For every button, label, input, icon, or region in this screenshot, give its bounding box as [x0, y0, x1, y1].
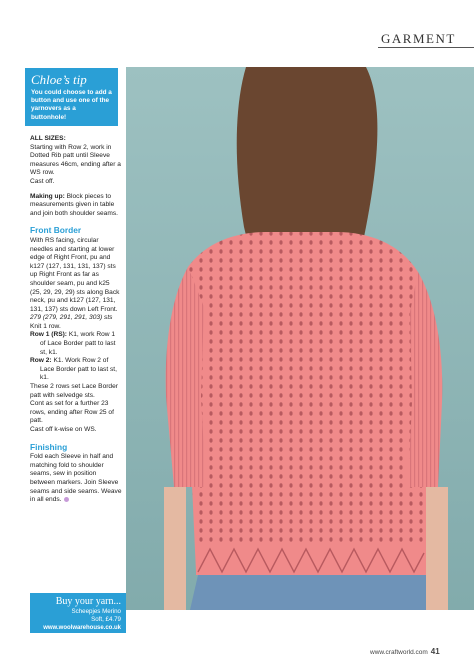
set-text: These 2 rows set Lace Border patt with selvedge sts.	[30, 383, 118, 399]
buy-url-link[interactable]: www.woolwarehouse.co.uk	[43, 624, 121, 631]
finishing-heading: Finishing	[30, 441, 68, 452]
section-title: GARMENT	[381, 31, 456, 46]
sweater-body	[188, 232, 431, 572]
front-border-stitch-count: 279 (279, 291, 291, 303) sts	[30, 314, 113, 322]
cast-off-text: Cast off.	[30, 177, 55, 185]
knit-one-row: Knit 1 row.	[30, 322, 61, 330]
row2-label: Row 2:	[30, 357, 52, 365]
header-rule	[378, 47, 474, 48]
photo	[126, 67, 474, 610]
buy-yarn-box	[30, 593, 126, 633]
tip-text: You could choose to add a button and use one of the yarnovers as a buttonhole!	[31, 89, 112, 121]
buy-title: Buy your yarn...	[55, 596, 121, 607]
front-border-heading: Front Border	[30, 225, 82, 236]
footer-site-link[interactable]: www.craftworld.com	[370, 649, 428, 656]
buy-yarn-name: Scheepjes Merino	[71, 608, 121, 615]
row1-label: Row 1 (RS):	[30, 331, 67, 339]
tip-box	[25, 68, 118, 126]
buy-yarn-price: Soft, £4.79	[91, 615, 121, 623]
finishing-text: Fold each Sleeve in half and matching fold to shoulder seams, sew in position between markers. Join Sleeve seams and side seams. Weave in all ends.	[30, 453, 122, 504]
all-sizes-heading: ALL SIZES:	[30, 135, 66, 142]
tip-title: Chloe’s tip	[31, 72, 87, 87]
skirt	[190, 575, 436, 610]
cast-off-kwise-text: Cast off k-wise on WS.	[30, 426, 97, 433]
row1-text: K1, work Row 1 of Lace Border patt to last st, k1.	[40, 331, 116, 356]
making-up-text: Block pieces to measurements given in table and join both shoulder seams.	[30, 192, 118, 217]
row2-text: K1. Work Row 2 of Lace Border patt to last st, k1.	[40, 357, 117, 382]
page-number: 41	[430, 647, 440, 656]
end-dot-icon	[64, 497, 69, 502]
all-sizes-text: Starting with Row 2, work in Dotted Rib patt until Sleeve measures 46cm, ending after a WS row.	[30, 143, 121, 177]
cont-text: Cont as set for a further 23 rows, ending after Row 25 of patt.	[30, 400, 114, 425]
model-photo	[126, 67, 474, 610]
front-border-text: With RS facing, circular needles and starting at lower edge of Right Front, pu and k127 (127, 131, 131, 137) sts up Right Front as far as shoulder seam, pu and k25 (25, 29, 29, 29) sts along Back neck, pu and k127 (127, 131, 131, 137) sts down Left Front.	[30, 236, 120, 313]
instructions-column	[30, 135, 122, 511]
page-footer	[370, 647, 440, 656]
making-up-label: Making up:	[30, 192, 65, 200]
